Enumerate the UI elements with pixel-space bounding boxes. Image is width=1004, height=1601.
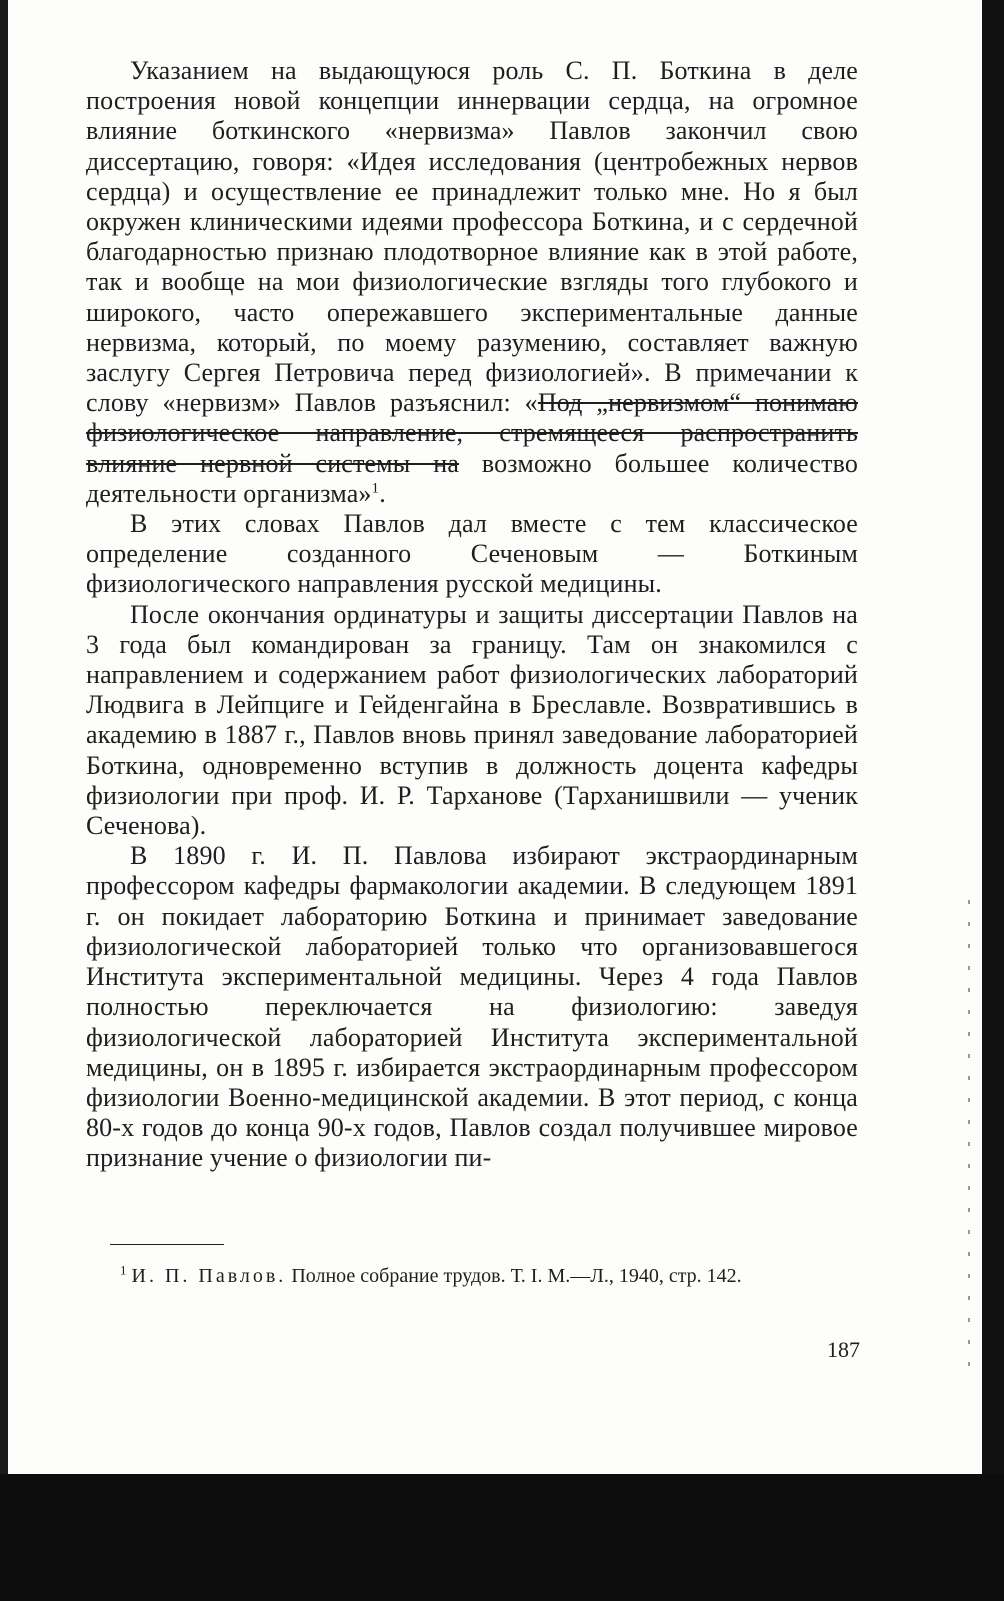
struck-quote: Под „нервизмом“ понимаю физиологическое направление, стремящееся распространить влияние нервной системы на <box>86 388 858 478</box>
scan-speckles <box>968 900 970 1380</box>
footnote-author: И. П. Павлов. <box>131 1265 287 1287</box>
paragraph-1 <box>86 56 858 509</box>
scan-left-edge <box>0 0 8 1601</box>
page-number: 187 <box>827 1337 860 1362</box>
footnote-divider <box>110 1244 224 1245</box>
paragraph-1-text: Указанием на выдающуюся роль С. П. Боткина в деле построения новой концепции иннервации сердца, на огромное влияние боткинского «нервизма» Павлов закончил свою диссертацию, говоря: «Идея исследования (центробежных нервов сердца) и осуществление ее принадлежит только мне. Но я был окружен клиническими идеями профессора Боткина, и с сердечной благодарностью признаю плодотворное влияние как в этой работе, так и вообще на мои физиологические взгляды того глубокого и широкого, часто опережавшего экспериментальные данные нервизма, который, по моему разумению, составляет важную заслугу Сергея Петровича перед физиологией». В примечании к слову «нервизм» Павлов разъяснил: « <box>86 56 858 418</box>
paragraph-3: После окончания ординатуры и защиты диссертации Павлов на 3 года был командирован за границу. Там он знакомился с направлением и содержанием работ физиологических лабораторий Людвига в Лейпциге и Гейденгайна в Бреславле. Возвратившись в академию в 1887 г., Павлов вновь принял заведование лабораторией Боткина, одновременно вступив в должность доцента кафедры физиологии при проф. И. Р. Тарханове (Тарханишвили — ученик Сеченова). <box>86 599 858 841</box>
scan-right-edge <box>982 0 1004 1601</box>
paragraph-1-text-end: возможно большее количество деятельности организма» <box>86 448 858 508</box>
footnote-reference: 1 <box>371 480 380 497</box>
paragraph-4: В 1890 г. И. П. Павлова избирают экстраординарным профессором кафедры фармакологии академии. В следующем 1891 г. он покидает лабораторию Боткина и принимает заведование физиологической лабораторией только что организовавшегося Института экспериментальной медицины. Через 4 года Павлов полностью переключается на физиологию: заведуя физиологической лабораторией Института экспериментальной медицины, он в 1895 г. избирается экстраординарным профессором физиологии Военно-медицинской академии. В этот период, с конца 80-х годов до конца 90-х годов, Павлов создал получившее мировое признание учение о физиологии пи- <box>86 841 858 1173</box>
body-text <box>86 56 858 1174</box>
footnote-text: Полное собрание трудов. Т. I. М.—Л., 1940, стр. 142. <box>286 1265 742 1287</box>
footnote <box>86 1263 858 1289</box>
paragraph-2: В этих словах Павлов дал вместе с тем классическое определение созданного Сеченовым — Боткиным физиологического направления русской медицины. <box>86 509 858 599</box>
scan-bottom-band <box>0 1474 1004 1601</box>
footnote-mark: 1 <box>120 1262 127 1278</box>
paragraph-1-period: . <box>379 478 386 508</box>
